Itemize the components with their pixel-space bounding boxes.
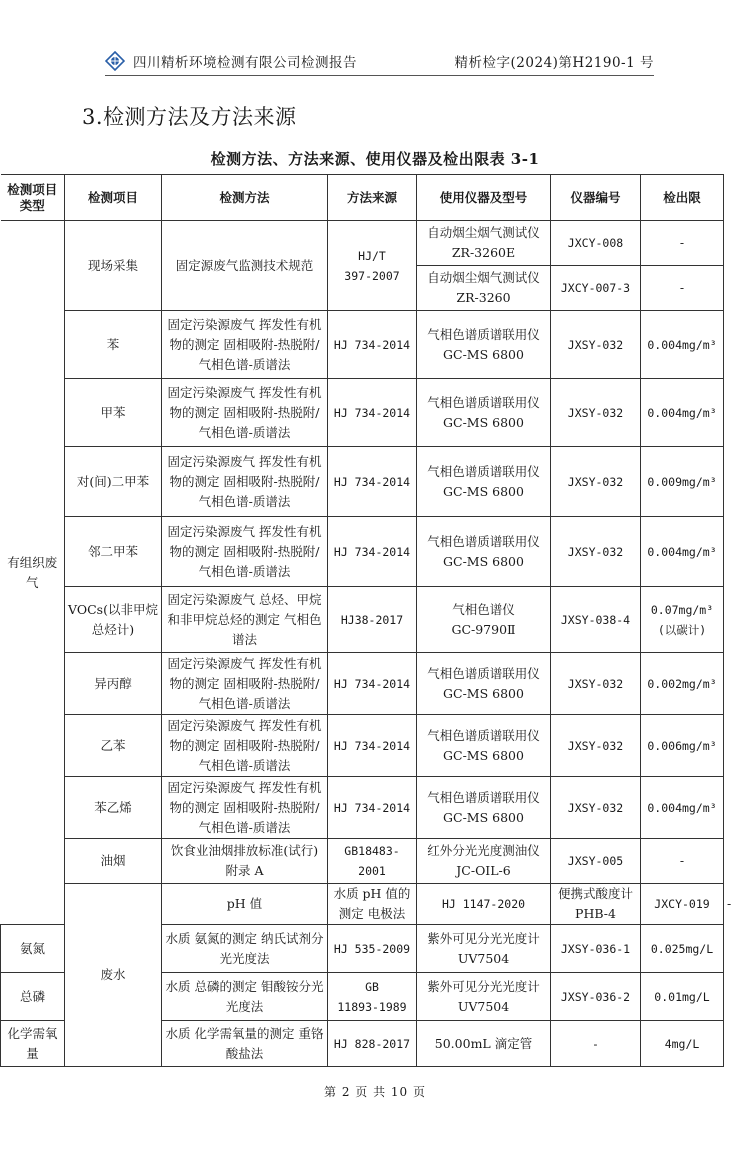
method-cell: 固定污染源废气 挥发性有机物的测定 固相吸附-热脱附/气相色谱-质谱法 xyxy=(162,715,328,777)
limit-cell: 0.004mg/m³ xyxy=(641,517,724,587)
table-row xyxy=(1,221,724,266)
item-cell: 总磷 xyxy=(1,973,65,1021)
table-row xyxy=(1,587,724,653)
instrument-id-cell: JXCY-007-3 xyxy=(551,266,641,311)
instrument-id-cell: JXSY-032 xyxy=(551,715,641,777)
table-row xyxy=(1,311,724,379)
item-cell: 苯乙烯 xyxy=(65,777,162,839)
category-cell: 有组织废气 xyxy=(1,221,65,925)
instrument-cell: 气相色谱仪 GC-9790Ⅱ xyxy=(417,587,551,653)
report-number: 精析检字(2024)第H2190-1 号 xyxy=(454,55,654,71)
source-cell: GB 11893-1989 xyxy=(328,973,417,1021)
method-cell: 水质 氨氮的测定 纳氏试剂分光光度法 xyxy=(162,925,328,973)
header-category: 检测项目类型 xyxy=(1,175,65,221)
instrument-id-cell: JXSY-005 xyxy=(551,839,641,884)
source-cell: HJ 734-2014 xyxy=(328,517,417,587)
source-cell: HJ 535-2009 xyxy=(328,925,417,973)
source-cell: HJ 734-2014 xyxy=(328,379,417,447)
instrument-id-cell: JXSY-032 xyxy=(551,653,641,715)
source-cell: HJ 734-2014 xyxy=(328,311,417,379)
limit-cell: 4mg/L xyxy=(641,1021,724,1067)
instrument-id-cell: JXSY-032 xyxy=(551,311,641,379)
section-title: 3.检测方法及方法来源 xyxy=(82,105,297,129)
limit-cell: - xyxy=(641,839,724,884)
item-cell: 邻二甲苯 xyxy=(65,517,162,587)
method-cell: 固定污染源废气 挥发性有机物的测定 固相吸附-热脱附/气相色谱-质谱法 xyxy=(162,379,328,447)
method-cell: 饮食业油烟排放标准(试行)附录 A xyxy=(162,839,328,884)
source-cell: HJ/T 397-2007 xyxy=(328,221,417,311)
source-cell: HJ 1147-2020 xyxy=(417,884,551,925)
limit-cell: 0.009mg/m³ xyxy=(641,447,724,517)
item-cell: 现场采集 xyxy=(65,221,162,311)
source-cell: HJ 734-2014 xyxy=(328,777,417,839)
limit-cell: 0.006mg/m³ xyxy=(641,715,724,777)
instrument-cell: 气相色谱质谱联用仪 GC-MS 6800 xyxy=(417,379,551,447)
limit-cell: 0.004mg/m³ xyxy=(641,379,724,447)
table-row xyxy=(1,839,724,884)
instrument-cell: 气相色谱质谱联用仪 GC-MS 6800 xyxy=(417,715,551,777)
item-cell: pH 值 xyxy=(162,884,328,925)
item-cell: 甲苯 xyxy=(65,379,162,447)
instrument-cell: 自动烟尘烟气测试仪 ZR-3260 xyxy=(417,266,551,311)
instrument-cell: 红外分光光度测油仪 JC-OIL-6 xyxy=(417,839,551,884)
method-cell: 固定污染源废气 挥发性有机物的测定 固相吸附-热脱附/气相色谱-质谱法 xyxy=(162,517,328,587)
header-instrument: 使用仪器及型号 xyxy=(417,175,551,221)
instrument-cell: 气相色谱质谱联用仪 GC-MS 6800 xyxy=(417,311,551,379)
instrument-cell: 气相色谱质谱联用仪 GC-MS 6800 xyxy=(417,447,551,517)
company-name: 四川精析环境检测有限公司检测报告 xyxy=(133,55,357,71)
table-header-row xyxy=(1,175,724,221)
item-cell: 苯 xyxy=(65,311,162,379)
item-cell: VOCs(以非甲烷总烃计) xyxy=(65,587,162,653)
instrument-id-cell: JXSY-032 xyxy=(551,517,641,587)
method-cell: 固定污染源废气 挥发性有机物的测定 固相吸附-热脱附/气相色谱-质谱法 xyxy=(162,447,328,517)
table-row xyxy=(1,715,724,777)
header-detection-limit: 检出限 xyxy=(641,175,724,221)
instrument-cell: 气相色谱质谱联用仪 GC-MS 6800 xyxy=(417,653,551,715)
instrument-id-cell: JXSY-036-1 xyxy=(551,925,641,973)
instrument-cell: 气相色谱质谱联用仪 GC-MS 6800 xyxy=(417,517,551,587)
limit-cell: 0.025mg/L xyxy=(641,925,724,973)
method-cell: 固定污染源废气 挥发性有机物的测定 固相吸附-热脱附/气相色谱-质谱法 xyxy=(162,653,328,715)
instrument-cell: 自动烟尘烟气测试仪 ZR-3260E xyxy=(417,221,551,266)
limit-cell: - xyxy=(641,266,724,311)
source-cell: GB18483-2001 xyxy=(328,839,417,884)
source-cell: HJ 734-2014 xyxy=(328,715,417,777)
instrument-id-cell: - xyxy=(551,1021,641,1067)
instrument-id-cell: JXSY-032 xyxy=(551,777,641,839)
header-source: 方法来源 xyxy=(328,175,417,221)
method-cell: 固定源废气监测技术规范 xyxy=(162,221,328,311)
item-cell: 油烟 xyxy=(65,839,162,884)
instrument-cell: 紫外可见分光光度计 UV7504 xyxy=(417,973,551,1021)
limit-cell: 0.002mg/m³ xyxy=(641,653,724,715)
item-cell: 对(间)二甲苯 xyxy=(65,447,162,517)
instrument-cell: 50.00mL 滴定管 xyxy=(417,1021,551,1067)
table-caption: 检测方法、方法来源、使用仪器及检出限表 3-1 xyxy=(210,150,540,168)
header-left xyxy=(105,51,357,71)
table-row xyxy=(1,379,724,447)
limit-cell: 0.004mg/m³ xyxy=(641,311,724,379)
method-cell: 固定污染源废气 挥发性有机物的测定 固相吸附-热脱附/气相色谱-质谱法 xyxy=(162,777,328,839)
table-row xyxy=(1,447,724,517)
source-cell: HJ 734-2014 xyxy=(328,447,417,517)
header-item: 检测项目 xyxy=(65,175,162,221)
report-header xyxy=(105,47,654,76)
instrument-cell: 便携式酸度计 PHB-4 xyxy=(551,884,641,925)
page-number: 第 2 页 共 10 页 xyxy=(324,1085,426,1099)
limit-cell: - xyxy=(641,221,724,266)
instrument-cell: 紫外可见分光光度计 UV7504 xyxy=(417,925,551,973)
header-instrument-id: 仪器编号 xyxy=(551,175,641,221)
item-cell: 氨氮 xyxy=(1,925,65,973)
method-cell: 固定污染源废气 挥发性有机物的测定 固相吸附-热脱附/气相色谱-质谱法 xyxy=(162,311,328,379)
instrument-id-cell: JXSY-038-4 xyxy=(551,587,641,653)
table-row xyxy=(1,777,724,839)
item-cell: 异丙醇 xyxy=(65,653,162,715)
instrument-id-cell: JXCY-019 xyxy=(641,884,724,925)
source-cell: HJ38-2017 xyxy=(328,587,417,653)
table-row xyxy=(1,517,724,587)
limit-cell: 0.07mg/m³ (以碳计) xyxy=(641,587,724,653)
instrument-cell: 气相色谱质谱联用仪 GC-MS 6800 xyxy=(417,777,551,839)
instrument-id-cell: JXSY-036-2 xyxy=(551,973,641,1021)
method-cell: 水质 pH 值的测定 电极法 xyxy=(328,884,417,925)
limit-cell: 0.01mg/L xyxy=(641,973,724,1021)
category-cell: 废水 xyxy=(65,884,162,1067)
table-row: 废水 pH 值 水质 pH 值的测定 电极法 HJ 1147-2020 便携式酸度计 PHB-4 JXCY-019 - xyxy=(1,884,724,925)
item-cell: 化学需氧量 xyxy=(1,1021,65,1067)
table-row xyxy=(1,653,724,715)
method-cell: 水质 化学需氧量的测定 重铬酸盐法 xyxy=(162,1021,328,1067)
source-cell: HJ 734-2014 xyxy=(328,653,417,715)
method-cell: 固定污染源废气 总烃、甲烷和非甲烷总烃的测定 气相色谱法 xyxy=(162,587,328,653)
instrument-id-cell: JXSY-032 xyxy=(551,379,641,447)
source-cell: HJ 828-2017 xyxy=(328,1021,417,1067)
instrument-id-cell: JXSY-032 xyxy=(551,447,641,517)
item-cell: 乙苯 xyxy=(65,715,162,777)
header-method: 检测方法 xyxy=(162,175,328,221)
limit-cell: 0.004mg/m³ xyxy=(641,777,724,839)
method-cell: 水质 总磷的测定 钼酸铵分光光度法 xyxy=(162,973,328,1021)
company-logo-icon xyxy=(105,51,125,71)
instrument-id-cell: JXCY-008 xyxy=(551,221,641,266)
methods-table xyxy=(0,174,732,1067)
